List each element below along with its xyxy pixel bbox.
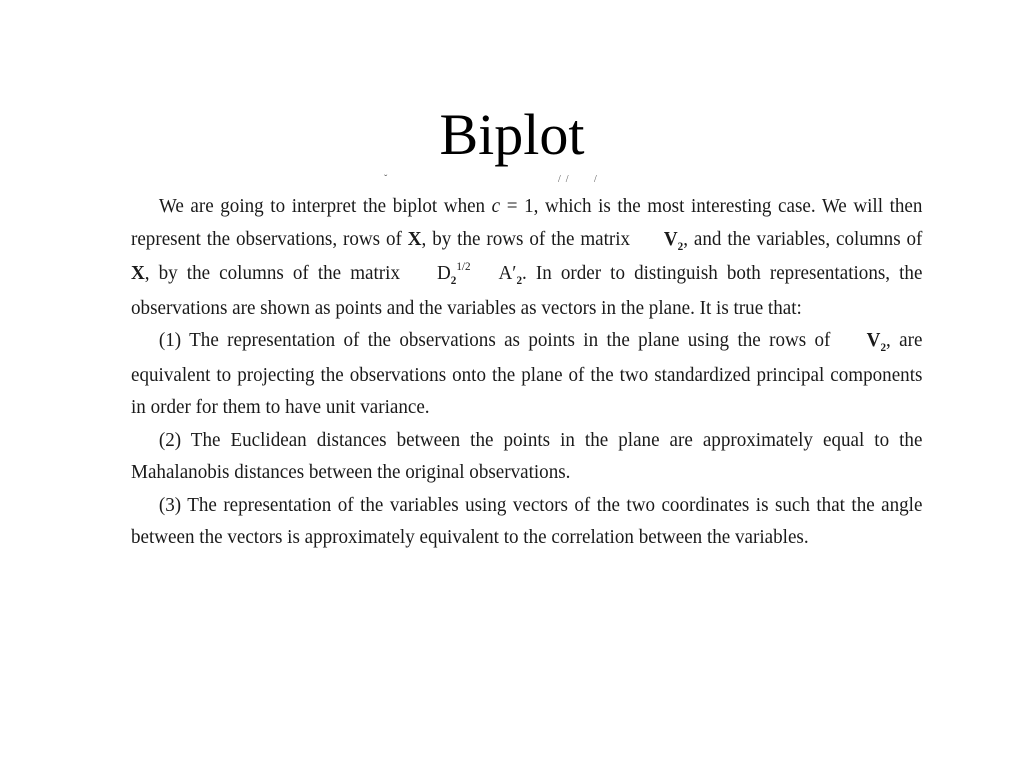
point-2-paragraph: (2) The Euclidean distances between the points in the plane are approximately equal to the Mahalanobis distances between the original observations. (131, 428, 923, 483)
cropped-text-remnant: ˇ / / / (384, 174, 597, 185)
intro-text-2: = 1, which is the most interesting case. We will then represent the observations, rows of (131, 195, 923, 250)
matrix-d2 (409, 257, 471, 292)
intro-text-5: , by the columns of the matrix (144, 262, 410, 284)
matrix-x-2: X (131, 262, 145, 284)
point-1-paragraph (131, 324, 922, 424)
intro-paragraph (131, 190, 922, 324)
intro-text-6: . In order to distinguish both representations, the observations are shown as points and the variables as vectors in the plane. It is true that: (131, 262, 923, 319)
matrix-a-subscript: 2 (516, 273, 523, 287)
point-1-text-a: (1) The representation of the observations as points in the plane using the rows of (158, 329, 839, 351)
matrix-v2-second (839, 324, 886, 359)
point-1-text-b: , are equivalent to projecting the observations onto the plane of the two standardized principal components in order for them to have unit variance. (131, 329, 923, 418)
matrix-v-letter-2: V (866, 329, 881, 351)
matrix-d-letter: D (436, 262, 451, 284)
intro-text-1: We are going to interpret the biplot when (158, 195, 492, 217)
matrix-v-letter: V (663, 227, 678, 250)
point-3-paragraph: (3) The representation of the variables using vectors of the two coordinates is such that the angle between the vectors is approximately equivalent to the correlation between the variables. (131, 493, 923, 548)
matrix-v2 (636, 223, 683, 258)
matrix-d-subscript: 2 (450, 273, 457, 287)
matrix-a-letter: A′ (498, 262, 517, 284)
matrix-v-subscript-2: 2 (880, 340, 887, 354)
matrix-x: X (407, 227, 422, 250)
slide-title: Biplot (439, 102, 585, 167)
intro-text-3: , by the rows of the matrix (421, 227, 636, 250)
matrix-v-subscript: 2 (677, 238, 684, 253)
matrix-a2 (471, 257, 522, 292)
matrix-d-superscript: 1/2 (456, 259, 471, 273)
body-text (131, 190, 923, 554)
c-variable: c (491, 195, 501, 217)
intro-text-4: , and the variables, columns of (683, 227, 923, 250)
